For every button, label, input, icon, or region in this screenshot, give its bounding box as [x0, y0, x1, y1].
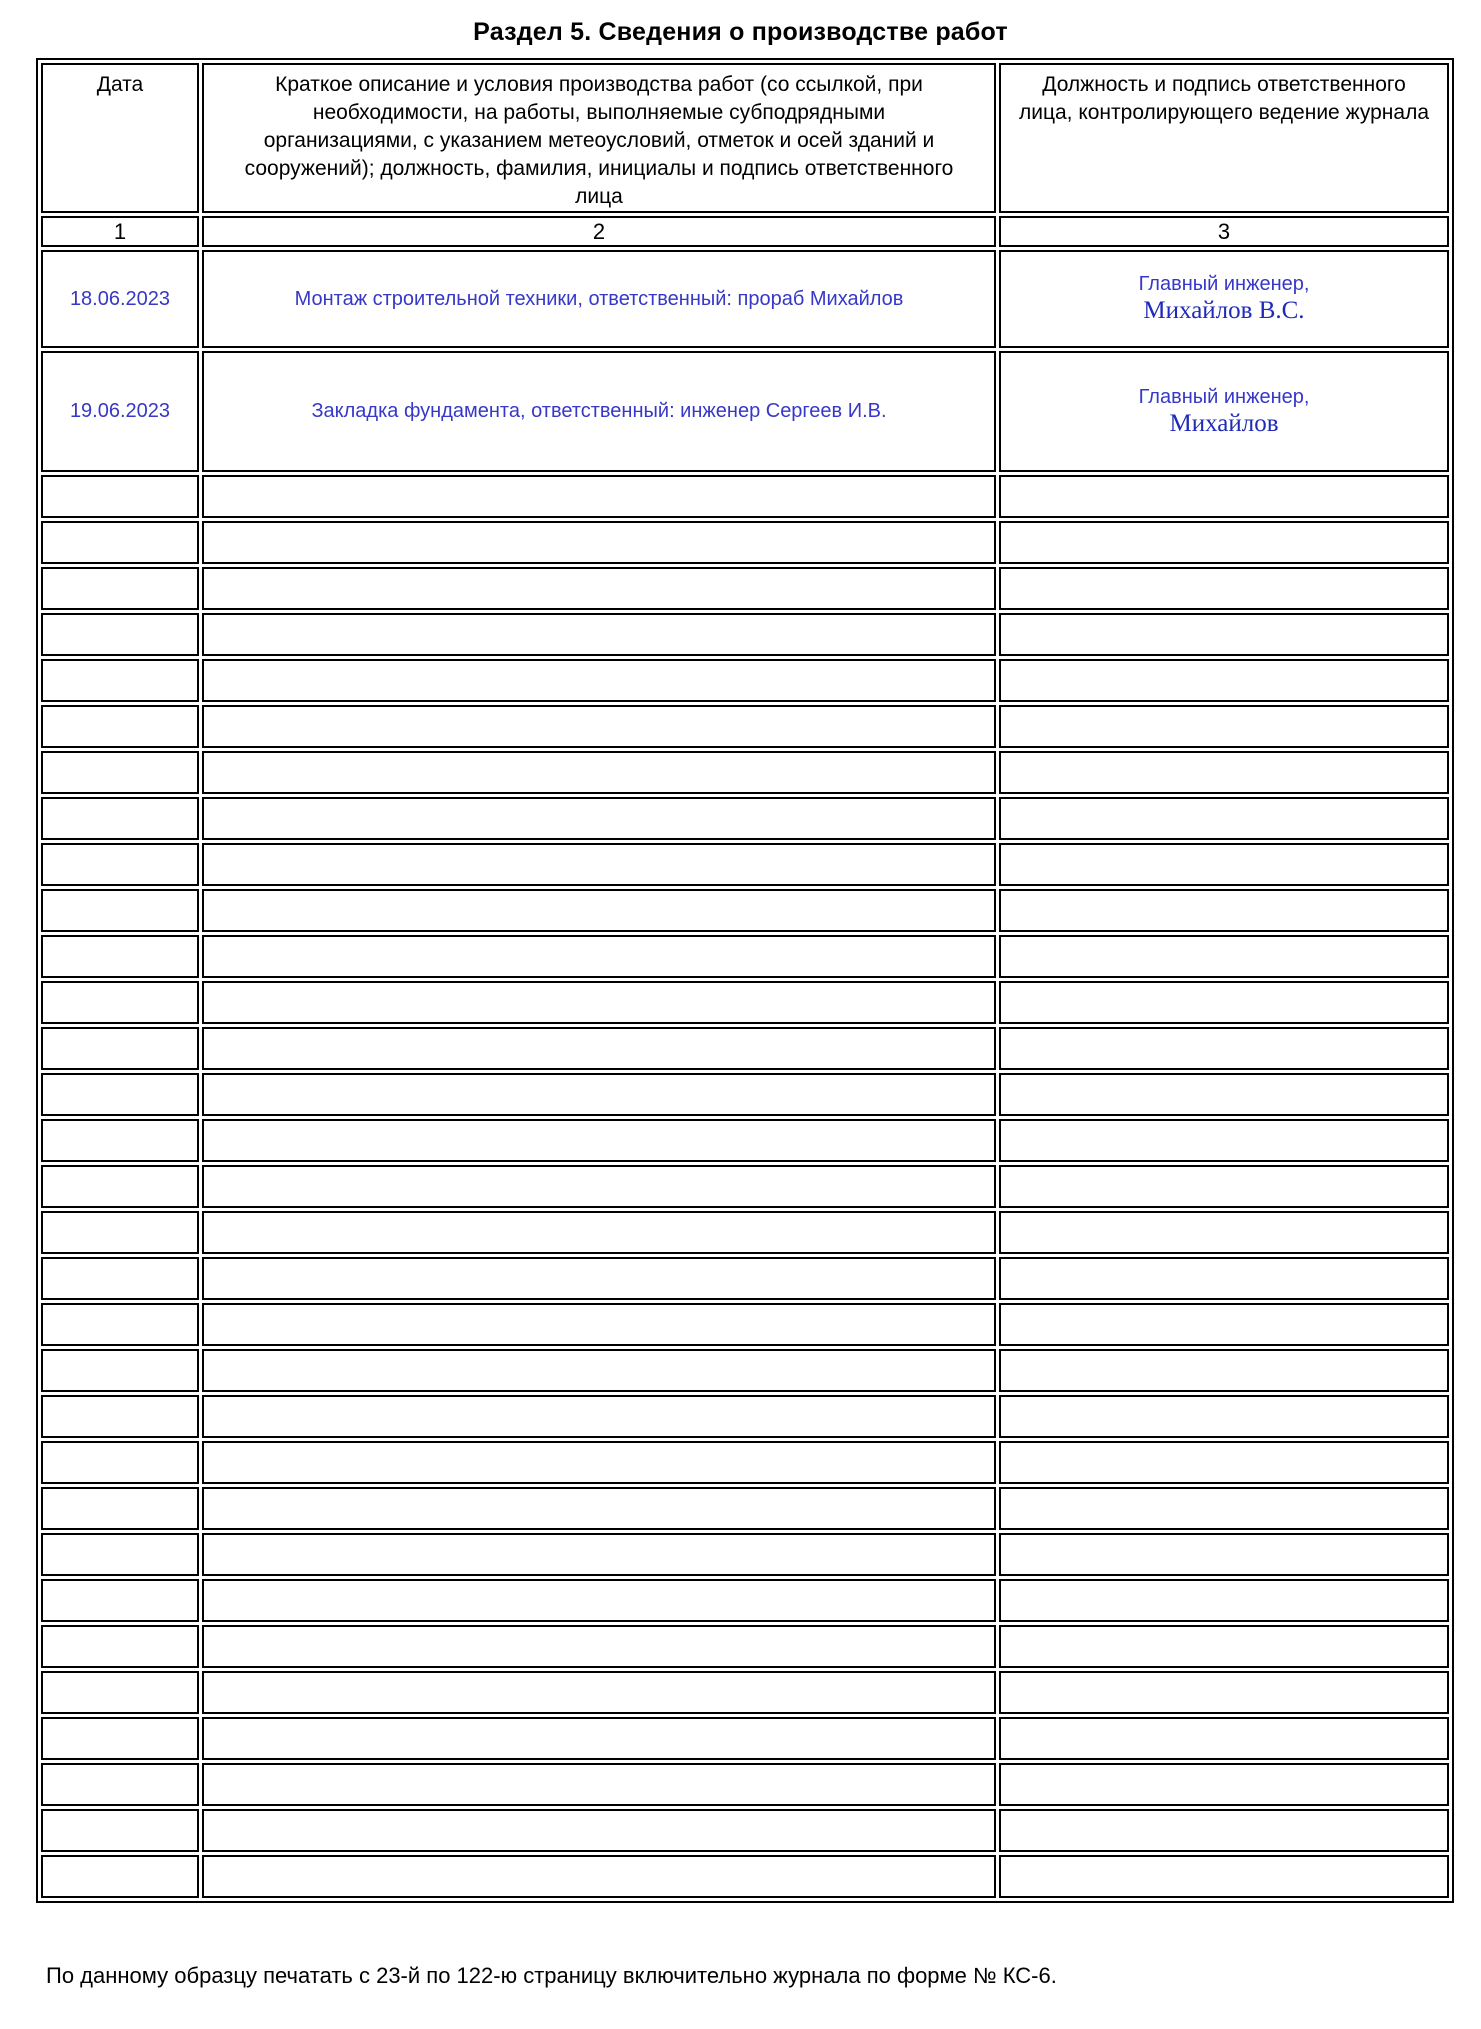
empty-description-cell [202, 567, 996, 610]
empty-date-cell [41, 567, 199, 610]
empty-date-cell [41, 1855, 199, 1898]
empty-description-cell [202, 1855, 996, 1898]
empty-table-row [41, 1717, 1449, 1760]
empty-date-cell [41, 1671, 199, 1714]
empty-date-cell [41, 613, 199, 656]
entry-signature-cell [999, 250, 1449, 348]
empty-date-cell [41, 521, 199, 564]
empty-date-cell [41, 705, 199, 748]
empty-date-cell [41, 1165, 199, 1208]
empty-signature-cell [999, 935, 1449, 978]
empty-date-cell [41, 1395, 199, 1438]
table-row [41, 250, 1449, 348]
empty-signature-cell [999, 1441, 1449, 1484]
empty-signature-cell [999, 613, 1449, 656]
empty-signature-cell [999, 1579, 1449, 1622]
empty-description-cell [202, 1487, 996, 1530]
empty-date-cell [41, 1027, 199, 1070]
empty-date-cell [41, 659, 199, 702]
empty-description-cell [202, 1211, 996, 1254]
empty-signature-cell [999, 1855, 1449, 1898]
empty-table-row [41, 521, 1449, 564]
empty-description-cell [202, 1027, 996, 1070]
empty-signature-cell [999, 1257, 1449, 1300]
empty-table-row [41, 751, 1449, 794]
empty-date-cell [41, 475, 199, 518]
header-signature [999, 63, 1449, 213]
empty-description-cell [202, 1579, 996, 1622]
empty-signature-cell [999, 751, 1449, 794]
empty-signature-cell [999, 1027, 1449, 1070]
empty-date-cell [41, 1257, 199, 1300]
empty-signature-cell [999, 843, 1449, 886]
empty-table-row [41, 1119, 1449, 1162]
empty-signature-cell [999, 1763, 1449, 1806]
empty-date-cell [41, 1211, 199, 1254]
empty-date-cell [41, 935, 199, 978]
empty-signature-cell [999, 705, 1449, 748]
empty-table-row [41, 1349, 1449, 1392]
empty-table-row [41, 1211, 1449, 1254]
table-header-row [41, 63, 1449, 213]
empty-description-cell [202, 1349, 996, 1392]
empty-date-cell [41, 1579, 199, 1622]
empty-signature-cell [999, 1809, 1449, 1852]
empty-date-cell [41, 751, 199, 794]
empty-signature-cell [999, 1211, 1449, 1254]
print-instruction-footnote: По данному образцу печатать с 23-й по 122-ю страницу включительно журнала по форме № КС-6. [46, 1963, 1057, 1988]
header-description-text: Краткое описание и условия производства работ (со ссылкой, при необходимости, на работы, выполняемые субподрядными организациями, с указанием метеоусловий, отметок и осей зданий и сооружений); должность, фамилия, инициалы и подпись ответственного лица [244, 73, 954, 208]
empty-description-cell [202, 1073, 996, 1116]
empty-description-cell [202, 475, 996, 518]
empty-date-cell [41, 1763, 199, 1806]
empty-table-row [41, 1533, 1449, 1576]
empty-description-cell [202, 1441, 996, 1484]
empty-description-cell [202, 843, 996, 886]
empty-signature-cell [999, 1717, 1449, 1760]
empty-signature-cell [999, 1671, 1449, 1714]
empty-signature-cell [999, 797, 1449, 840]
empty-signature-cell [999, 659, 1449, 702]
empty-description-cell [202, 1533, 996, 1576]
empty-table-row [41, 1441, 1449, 1484]
empty-signature-cell [999, 1395, 1449, 1438]
empty-table-row [41, 797, 1449, 840]
empty-description-cell [202, 613, 996, 656]
empty-description-cell [202, 521, 996, 564]
empty-description-cell [202, 1257, 996, 1300]
empty-table-row [41, 1395, 1449, 1438]
empty-date-cell [41, 889, 199, 932]
empty-description-cell [202, 1625, 996, 1668]
signer-signature: Михайлов [1169, 409, 1279, 437]
empty-table-row [41, 1303, 1449, 1346]
empty-date-cell [41, 1441, 199, 1484]
empty-table-row [41, 613, 1449, 656]
empty-signature-cell [999, 1165, 1449, 1208]
empty-table-row [41, 705, 1449, 748]
empty-date-cell [41, 797, 199, 840]
signer-signature: Михайлов В.С. [1143, 297, 1305, 324]
empty-table-row [41, 1027, 1449, 1070]
empty-description-cell [202, 751, 996, 794]
column-numbers-row [41, 216, 1449, 247]
signer-position: Главный инженер, [1138, 273, 1310, 295]
empty-description-cell [202, 705, 996, 748]
empty-table-row [41, 843, 1449, 886]
empty-date-cell [41, 1349, 199, 1392]
column-number-1: 1 [41, 216, 199, 247]
empty-description-cell [202, 981, 996, 1024]
signer-position: Главный инженер, [1138, 385, 1310, 408]
empty-date-cell [41, 1809, 199, 1852]
empty-signature-cell [999, 567, 1449, 610]
entry-description: Монтаж строительной техники, ответственный: прораб Михайлов [202, 250, 996, 348]
empty-table-row [41, 935, 1449, 978]
empty-date-cell [41, 1073, 199, 1116]
empty-description-cell [202, 659, 996, 702]
entry-date: 18.06.2023 [41, 250, 199, 348]
empty-table-row [41, 1855, 1449, 1898]
header-description [202, 63, 996, 213]
empty-table-row [41, 659, 1449, 702]
empty-table-row [41, 1809, 1449, 1852]
empty-description-cell [202, 1671, 996, 1714]
empty-date-cell [41, 1303, 199, 1346]
empty-date-cell [41, 1533, 199, 1576]
empty-table-row [41, 475, 1449, 518]
empty-signature-cell [999, 475, 1449, 518]
empty-signature-cell [999, 1073, 1449, 1116]
empty-table-row [41, 1579, 1449, 1622]
empty-table-row [41, 1763, 1449, 1806]
empty-date-cell [41, 843, 199, 886]
empty-table-row [41, 1625, 1449, 1668]
empty-signature-cell [999, 981, 1449, 1024]
entry-signature-cell [999, 351, 1449, 472]
empty-table-row [41, 1487, 1449, 1530]
entry-description: Закладка фундамента, ответственный: инженер Сергеев И.В. [202, 351, 996, 472]
empty-description-cell [202, 935, 996, 978]
empty-table-row [41, 567, 1449, 610]
empty-signature-cell [999, 1487, 1449, 1530]
empty-date-cell [41, 1119, 199, 1162]
empty-signature-cell [999, 1349, 1449, 1392]
empty-signature-cell [999, 1533, 1449, 1576]
empty-table-row [41, 981, 1449, 1024]
header-signature-text: Должность и подпись ответственного лица, контролирующего ведение журнала [1018, 73, 1430, 124]
empty-description-cell [202, 1717, 996, 1760]
empty-description-cell [202, 1395, 996, 1438]
column-number-3: 3 [999, 216, 1449, 247]
empty-signature-cell [999, 521, 1449, 564]
empty-date-cell [41, 1625, 199, 1668]
empty-description-cell [202, 889, 996, 932]
empty-signature-cell [999, 1119, 1449, 1162]
empty-table-row [41, 1257, 1449, 1300]
empty-description-cell [202, 1165, 996, 1208]
header-date: Дата [41, 63, 199, 213]
empty-table-row [41, 1073, 1449, 1116]
empty-description-cell [202, 1763, 996, 1806]
empty-date-cell [41, 1487, 199, 1530]
empty-signature-cell [999, 1303, 1449, 1346]
page-title: Раздел 5. Сведения о производстве работ [473, 18, 1008, 46]
empty-description-cell [202, 1119, 996, 1162]
work-journal-table [36, 58, 1454, 1903]
empty-description-cell [202, 1303, 996, 1346]
table-row [41, 351, 1449, 472]
empty-table-row [41, 1165, 1449, 1208]
empty-date-cell [41, 1717, 199, 1760]
empty-table-row [41, 1671, 1449, 1714]
empty-description-cell [202, 797, 996, 840]
empty-date-cell [41, 981, 199, 1024]
empty-signature-cell [999, 1625, 1449, 1668]
empty-description-cell [202, 1809, 996, 1852]
empty-signature-cell [999, 889, 1449, 932]
entry-date: 19.06.2023 [41, 351, 199, 472]
column-number-2: 2 [202, 216, 996, 247]
empty-table-row [41, 889, 1449, 932]
